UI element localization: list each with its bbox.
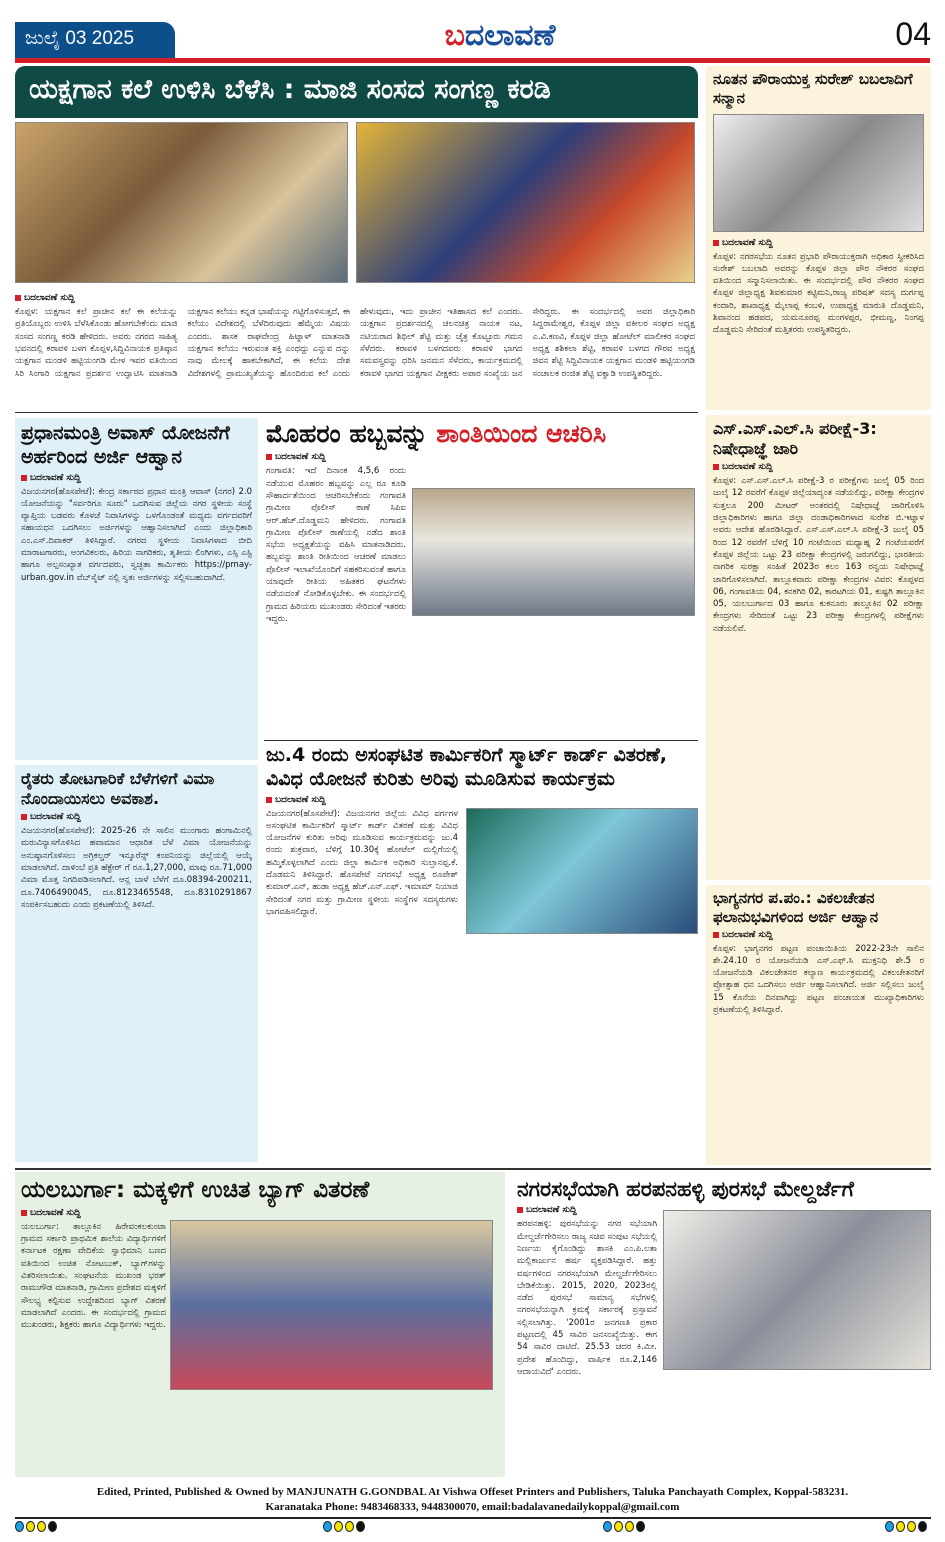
registration-marks	[603, 1521, 645, 1532]
harapanahalli-photo	[663, 1210, 931, 1370]
byline: ಬದಲಾವಣೆ ಸುದ್ದಿ	[713, 930, 924, 940]
imprint-line-2: Karanataka Phone: 9483468333, 9448300070, email:badalavanedailykoppal@gmail.com	[265, 1500, 680, 1513]
divider	[15, 412, 698, 413]
imprint	[0, 1485, 945, 1515]
article-smart-card	[266, 744, 698, 1162]
footer-rule	[15, 1517, 931, 1519]
byline: ಬದಲಾವಣೆ ಸುದ್ದಿ	[21, 1208, 499, 1218]
article-pmay	[15, 418, 258, 760]
pmay-headline: ಪ್ರಧಾನಮಂತ್ರಿ ಅವಾಸ್ ಯೋಜನೆಗೆ ಅರ್ಹರಿಂದ ಅರ್ಜಿ ಆಹ್ವಾನ	[21, 422, 230, 468]
pmay-body: ವಿಜಯನಗರ(ಹೊಸಪೇಟೆ): ಕೇಂದ್ರ ಸರ್ಕಾರದ ಪ್ರಧಾನ ಮಂತ್ರಿ ಆವಾಸ್ (ನಗರ) 2.0 ಯೋಜನೆಯನ್ನು "ಸರ್ವರಿಗೂ ಸೂರು" ಒದಗಿಸುವ ಜಿಲ್ಲೆಯ ನಗರ ಸ್ಥಳೀಯ ಸಂಸ್ಥೆ ವ್ಯಾಪ್ತಿಯ ಬಡವರು ಕೊಳಚೆ ನಿವಾಸಿಗಳನ್ನು ಒಳಗೊಂಡಂತೆ ಮಧ್ಯಮ ವರ್ಗದವರಿಗೆ ಸಹಾಯಧನ ಒದಗಿಸಲು ಅರ್ಜಿಗಳನ್ನು ಆಹ್ವಾನಿಸಲಾಗಿದೆ ಎಂದು ಜಿಲ್ಲಾಧಿಕಾರಿ ಎಂ.ಎಸ್.ದಿವಾಕರ್ ತಿಳಿಸಿದ್ದಾರೆ. ನಗರದ ಸ್ಥಳೀಯ ನಿವಾಸಿಗಳಾದ ಬೀದಿ ಮಾರಾಟಗಾರರು, ಅಂಗವಿಕಲರು, ಹಿರಿಯ ನಾಗರಿಕರು, ತೃತೀಯ ಲಿಂಗಿಗಳು, ಎಸ್ಸಿ ಎಸ್ಟಿ ಹಾಗೂ ಅಲ್ಪಸಂಖ್ಯಾತ ವರ್ಗದವರು, ಸ್ವಚ್ಛತಾ ಕಾರ್ಮಿಕರು https://pmay-urban.gov.in ವೆಬ್‌ಸೈಟ್ ನಲ್ಲಿ ಸ್ವತಃ ಅರ್ಜಿಗಳನ್ನು ಸಲ್ಲಿಸಬಹುದಾಗಿದೆ.	[21, 486, 252, 583]
bhagyanagar-body: ಕೊಪ್ಪಳ: ಭಾಗ್ಯನಗರ ಪಟ್ಟಣ ಪಂಚಾಯಿತಿಯ 2022-23ನೇ ಸಾಲಿನ ಶೇ.24.10 ರ ಯೋಜನೆಯಡಿ ಎಸ್.ಎಫ್.ಸಿ ಮುಕ್ತನಿಧಿ ಶೇ.5 ರ ಯೋಜನೆಯಡಿ ವಿಕಲಚೇತನರ ಕಲ್ಯಾಣ ಕಾರ್ಯಕ್ರಮದಲ್ಲಿ ವಿಕಲಚೇತನರಿಗೆ ಪ್ರೋತ್ಸಾಹ ಧನ ಒದಗಿಸಲು ಅರ್ಜಿ ಆಹ್ವಾನಿಸಲಾಗಿದೆ. ಅರ್ಜಿ ಸಲ್ಲಿಸಲು ಜುಲೈ 15 ಕೊನೆಯ ದಿನವಾಗಿದ್ದು ಪಟ್ಟಣ ಪಂಚಾಯತ ಮುಖ್ಯಾಧಿಕಾರಿಗಳು ಪ್ರಕಟಣೆಯಲ್ಲಿ ತಿಳಿಸಿದ್ದಾರೆ.	[713, 943, 924, 1016]
divider	[264, 740, 698, 741]
article-harapanahalli	[513, 1172, 931, 1477]
sslc-headline: ಎಸ್.ಎಸ್.ಎಲ್.ಸಿ ಪರೀಕ್ಷೆ-3: ನಿಷೇಧಾಜ್ಞೆ ಜಾರಿ	[713, 419, 877, 458]
issue-date: ಜುಲೈ 03 2025	[15, 22, 175, 58]
farmers-body: ವಿಜಯನಗರ(ಹೊಸಪೇಟೆ): 2025-26 ನೇ ಸಾಲಿನ ಮುಂಗಾರು ಹಂಗಾಮಿನಲ್ಲಿ ಮರುವಿನ್ಯಾಸಗೊಳಿಸಿದ ಹವಾಮಾನ ಆಧಾರಿತ ಬೆಳೆ ವಿಮಾ ಯೋಜನೆಯನ್ನು ಅನುಷ್ಠಾನಗೊಳಿಸಲು ಅಗ್ರಿಕಲ್ಚರ್ ಇನ್ಶೂರೆನ್ಸ್ ಕಂಪನಿಯನ್ನು ಜಿಲ್ಲೆಯಲ್ಲಿ ಆಯ್ಕೆ ಮಾಡಲಾಗಿದೆ. ದಾಳಿಂಬೆ ಪ್ರತಿ ಹೆಕ್ಟೇರ್ ಗೆ ರೂ.1,27,000, ಮಾವು ರೂ.71,000 ವಿಮಾ ಮೊತ್ತ ನಿಗದಿಪಡಿಸಲಾಗಿದೆ. ಆನ್ಲ ಬಾಳೆ ಬೆಳೆಗೆ ದೂ.08394-200211, ದೂ.7406490045, ದೂ.8123465548, ದೂ.8310291867 ಸಂಪರ್ಕಿಸಬಹುದು ಎಂದು ಪ್ರಕಟಣೆಯಲ್ಲಿ ತಿಳಿಸಿದೆ.	[21, 826, 252, 910]
registration-marks	[323, 1521, 365, 1532]
bhagyanagar-headline: ಭಾಗ್ಯನಗರ ಪ.ಪಂ.: ವಿಕಲಚೇತನ ಫಲಾನುಭವಿಗಳಿಂದ ಅರ್ಜಿ ಆಹ್ವಾನ	[713, 889, 879, 926]
byline: ಬದಲಾವಣೆ ಸುದ್ದಿ	[713, 238, 924, 248]
lead-article	[15, 290, 695, 408]
header-divider	[15, 58, 930, 63]
article-farmers-insurance	[15, 765, 258, 1162]
masthead-logo	[380, 18, 620, 53]
yalaburga-body: ಯಲಬುರ್ಗಾ: ತಾಲ್ಲೂಕಿನ ಹಿರೇವಂಕಲಕುಂಟಾ ಗ್ರಾಮದ ಸರ್ಕಾರಿ ಪ್ರಾಥಮಿಕ ಶಾಲೆಯ ವಿದ್ಯಾರ್ಥಿಗಳಿಗೆ ಕರ್ನಾಟಕ ರಕ್ಷಣಾ ವೇದಿಕೆಯ ಸ್ವಾಭಿಮಾನಿ ಬಣದ ವತಿಯಿಂದ ಉಚಿತ ನೋಟಬುಕ್, ಬ್ಯಾಗ್‌ಗಳನ್ನು ವಿತರಿಸಲಾಯಿತು. ಸಂಘಟನೆಯ ಮುಖಂಡ ಭರತ್ ರಾಮುಗೌಡ ಮಾತನಾಡಿ, ಗ್ರಾಮೀಣ ಪ್ರದೇಶದ ಮಕ್ಕಳಿಗೆ ಸೌಲಭ್ಯ ಕಲ್ಪಿಸುವ ಉದ್ದೇಶದಿಂದ ಬ್ಯಾಗ್ ವಿತರಣೆ ಮಾಡಲಾಗಿದೆ ಎಂದರು. ಈ ಸಂದರ್ಭದಲ್ಲಿ ಗ್ರಾಮದ ಮುಖಂಡರು, ಶಿಕ್ಷಕರು ಹಾಗೂ ವಿದ್ಯಾರ್ಥಿಗಳು ಇದ್ದರು.	[21, 1221, 166, 1331]
article-sslc	[706, 415, 931, 880]
lead-headline: ಯಕ್ಷಗಾನ ಕಲೆ ಉಳಿಸಿ ಬೆಳೆಸಿ : ಮಾಜಿ ಸಂಸದ ಸಂಗಣ್ಣ ಕರಡಿ	[15, 66, 698, 118]
byline: ಬದಲಾವಣೆ ಸುದ್ದಿ	[266, 452, 698, 462]
divider	[15, 1168, 931, 1170]
side-headline: ನೂತನ ಪೌರಾಯುಕ್ತ ಸುರೇಶ್ ಬಬಲಾದಿಗೆ ಸನ್ಮಾನ	[713, 70, 913, 107]
registration-marks	[885, 1521, 927, 1532]
imprint-line-1: Edited, Printed, Published & Owned by MANJUNATH G.GONDBAL At Vishwa Offeset Printers and Publishers, Taluka Panchayath Complex, Koppal-583231.	[96, 1486, 849, 1498]
byline: ಬದಲಾವಣೆ ಸುದ್ದಿ	[517, 1205, 927, 1215]
moharam-body: ಗಂಗಾವತಿ: ಇದೆ ದಿನಾಂಕ 4,5,6 ರಂದು ನಡೆಯುವ ಮೊಹರಂ ಹಬ್ಬವನ್ನು ಎಲ್ಲ ರೂ ಕೂಡಿ ಸೌಹಾರ್ದತೆಯಿಂದ ಆಚರಿಸಬೇಕೆಂದು ಗಂಗಾವತಿ ಗ್ರಾಮೀಣ ಪೊಲೀಸ್ ಠಾಣೆ ಸಿಪಿಐ ಆರ್.ಹೆಚ್.ದೊಡ್ಡಮನಿ ಹೇಳಿದರು. ಗಂಗಾವತಿ ಗ್ರಾಮೀಣ ಪೊಲೀಸ್ ಠಾಣೆಯಲ್ಲಿ ನಡೆದ ಶಾಂತಿ ಸಭೆಯ ಅಧ್ಯಕ್ಷತೆಯನ್ನು ವಹಿಸಿ ಮಾತನಾಡಿದರು. ಹಬ್ಬವನ್ನು ಶಾಂತಿ ರೀತಿಯಿಂದ ಆಚರಣೆ ಮಾಡಲು ಪೊಲೀಸ್ ಇಲಾಖೆಯೊಂದಿಗೆ ಸಹಕರಿಸುವಂತೆ ಹಾಗೂ ಯಾವುದೇ ರೀತಿಯ ಅಹಿತಕರ ಘಟನೆಗಳು ನಡೆಯದಂತೆ ನೋಡಿಕೊಳ್ಳಬೇಕು. ಈ ಸಂದರ್ಭದಲ್ಲಿ ಗ್ರಾಮದ ಹಿರಿಯರು ಮುಖಂಡರು ಸೇರಿದಂತೆ ಇತರರು ಇದ್ದರು.	[266, 466, 406, 624]
lead-photo-yakshagana	[356, 122, 695, 283]
smartcard-headline: ಜು.4 ರಂದು ಅಸಂಘಟಿತ ಕಾರ್ಮಿಕರಿಗೆ ಸ್ಮಾರ್ಟ್ ಕಾರ್ಡ್ ವಿತರಣೆ, ವಿವಿಧ ಯೋಜನೆ ಕುರಿತು ಅರಿವು ಮೂಡಿಸುವ ಕಾರ್ಯಕ್ರಮ	[266, 744, 667, 790]
smartcard-body: ವಿಜಯನಗರ(ಹೊಸಪೇಟೆ): ವಿಜಯನಗರ ಜಿಲ್ಲೆಯ ವಿವಿಧ ವರ್ಗಗಳ ಅಸಂಘಟಿತ ಕಾರ್ಮಿಕರಿಗೆ ಸ್ಮಾರ್ಟ್ ಕಾರ್ಡ್ ವಿತರಣೆ ಮತ್ತು ವಿವಿಧ ಯೋಜನೆಗಳ ಕುರಿತು ಅರಿವು ಮೂಡಿಸುವ ಕಾರ್ಯಕ್ರಮವನ್ನು ಜು.4 ರಂದು ಶುಕ್ರವಾರ, ಬೆಳಿಗ್ಗೆ 10.30ಕ್ಕೆ ಹೋಟೆಲ್ ಮಲ್ಲಿಗೆಯಲ್ಲಿ ಹಮ್ಮಿಕೊಳ್ಳಲಾಗಿದೆ ಎಂದು ಜಿಲ್ಲಾ ಕಾರ್ಮಿಕ ಅಧಿಕಾರಿ ಸುಲ್ತಾನಪ್ಪ.ಕೆ. ದೊಡಮನಿ ತಿಳಿಸಿದ್ದಾರೆ. ಹೊಸಪೇಟೆ ನಗರಸಭೆ ಅಧ್ಯಕ್ಷ ರೂಪೇಶ್ ಕುಮಾರ್.ಎನ್, ಹುಡಾ ಅಧ್ಯಕ್ಷ ಹೆಚ್.ಎನ್.ಎಫ್. ಇಮಾಮ್ ನಿಯಾಜಿ ಸೇರಿದಂತೆ ನಗರ ಮತ್ತು ಗ್ರಾಮೀಣ ಸ್ಥಳೀಯ ಸಂಸ್ಥೆಗಳ ಸದಸ್ಯರುಗಳು ಭಾಗವಹಿಸಲಿದ್ದಾರೆ.	[266, 808, 458, 917]
article-moharam	[266, 418, 698, 736]
smartcard-article-body	[266, 808, 698, 1138]
byline: ಬದಲಾವಣೆ ಸುದ್ದಿ	[713, 462, 924, 472]
side-photo	[713, 114, 924, 232]
masthead-rest: ದಲಾವಣೆ	[464, 18, 556, 53]
harapanahalli-headline: ನಗರಸಭೆಯಾಗಿ ಹರಪನಹಳ್ಳಿ ಪುರಸಭೆ ಮೇಲ್ದರ್ಜೆಗೆ	[517, 1177, 854, 1201]
article-bhagyanagar	[706, 885, 931, 1165]
side-body: ಕೊಪ್ಪಳ: ನಗರಸಭೆಯ ನೂತನ ಪ್ರಭಾರಿ ಪೌರಾಯುಕ್ತರಾಗಿ ಅಧಿಕಾರ ಸ್ವೀಕರಿಸಿದ ಸುರೇಶ್ ಬಬಲಾದಿ ಅವರನ್ನು ಕೊಪ್ಪಳ ಜಿಲ್ಲಾ ಪೌರ ನೌಕರರ ಸಂಘದ ವತಿಯಿಂದ ಸನ್ಮಾನಿಸಲಾಯಿತು. ಈ ಸಂದರ್ಭದಲ್ಲಿ ಪೌರ ನೌಕರರ ಸಂಘದ ಕೊಪ್ಪಳ ಜಿಲ್ಲಾಧ್ಯಕ್ಷ ಶಿವಕುಮಾರ ಕಟ್ಟಿಮನಿ,ರಾಜ್ಯ ಪರಿಷತ್ ಸದಸ್ಯ ದುರ್ಗಪ್ಪ ಕಂದಾರಿ, ಶಾಖಾಧ್ಯಕ್ಷ ಮೈಲಾಪ್ಪ ಕಂಬಳಿ, ಉಪಾಧ್ಯಕ್ಷ ಮಾರುತಿ ದೊಡ್ಡಮನಿ, ಶಿವಾನಂದ ಹಡಪದ, ಯಮನೂರಪ್ಪ ಮಂಗಳಪ್ಪರ, ಭೀಮಣ್ಣ, ನಿಂಗಪ್ಪ ದೊಡ್ಡಮನಿ ಸೇರಿದಂತೆ ಮತ್ತಿತರರು ಉಪಸ್ಥಿತರಿದ್ದರು.	[713, 251, 924, 336]
page-number: 04	[895, 16, 931, 52]
smart-card-photo	[466, 808, 698, 934]
moharam-photo	[412, 488, 695, 616]
sslc-body: ಕೊಪ್ಪಳ: ಎಸ್.ಎಸ್.ಎಲ್.ಸಿ ಪರೀಕ್ಷೆ-3 ರ ಪರೀಕ್ಷೆಗಳು ಜುಲೈ 05 ರಿಂದ ಜುಲೈ 12 ರವರೆಗೆ ಕೊಪ್ಪಳ ಜಿಲ್ಲೆಯಾದ್ಯಂತ ನಡೆಯಲಿದ್ದು, ಪರೀಕ್ಷಾ ಕೇಂದ್ರಗಳ ಸುತ್ತಲೂ 200 ಮೀಟರ್ ಅಂತರದಲ್ಲಿ ನಿಷೇಧಾಜ್ಞೆ ಜಾರಿಗೊಳಿಸಿ ಜಿಲ್ಲಾಧಿಕಾರಿಗಳು ಹಾಗೂ ಜಿಲ್ಲಾ ದಂಡಾಧಿಕಾರಿಗಳಾದ ಸುರೇಶ ಬಿ.ಇಟ್ನಾಳ ಅವರು ಆದೇಶ ಹೊರಡಿಸಿದ್ದಾರೆ. ಎಸ್.ಎಸ್.ಎಲ್.ಸಿ ಪರೀಕ್ಷೆ-3 ಜುಲೈ 05 ರಿಂದ 12 ರವರೆಗೆ ಬೆಳಿಗ್ಗೆ 10 ಗಂಟೆಯಿಂದ ಮಧ್ಯಾಹ್ನ 2 ಗಂಟೆಯವರೆಗೆ ಕೊಪ್ಪಳ ಜಿಲ್ಲೆಯ ಒಟ್ಟು 23 ಪರೀಕ್ಷಾ ಕೇಂದ್ರಗಳಲ್ಲಿ ಜರುಗಲಿದ್ದು, ಭಾರತೀಯ ನಾಗರಿಕ ಸುರಕ್ಷಾ ಸಂಹಿತೆ 2023ರ ಕಲಂ 163 ರನ್ವಯ ನಿಷೇಧಾಜ್ಞೆ ಜಾರಿಗೊಳಿಸಲಾಗಿದೆ. ತಾಲ್ಲೂಕವಾರು ಪರೀಕ್ಷಾ ಕೇಂದ್ರಗಳ ವಿವರ: ಕೊಪ್ಪಳದ 06, ಗಂಗಾವತಿಯ 04, ಕನಕಗಿರಿ 02, ಕಾರಟಗಿಯ 01, ಕುಷ್ಟಗಿ ತಾಲ್ಲೂಕಿನ 05, ಯಲಬುರ್ಗಾದ 03 ಹಾಗೂ ಕುಕನೂರು ತಾಲ್ಲೂಕಿನ 02 ಪರೀಕ್ಷಾ ಕೇಂದ್ರಗಳು ಸೇರಿದಂತೆ ಒಟ್ಟು 23 ಪರೀಕ್ಷಾ ಕೇಂದ್ರಗಳಲ್ಲಿ ಪರೀಕ್ಷೆಗಳು ನಡೆಯಲಿವೆ.	[713, 476, 924, 634]
yalaburga-headline: ಯಲಬುರ್ಗಾ: ಮಕ್ಕಳಿಗೆ ಉಚಿತ ಬ್ಯಾಗ್ ವಿತರಣೆ	[21, 1177, 370, 1203]
masthead-first-letter: ಬ	[444, 18, 465, 53]
farmers-headline: ರೈತರು ತೋಟಗಾರಿಕೆ ಬೆಳೆಗಳಿಗೆ ವಿಮಾ ನೊಂದಾಯಿಸಲು ಅವಕಾಶ.	[21, 769, 215, 808]
yalaburga-photo	[170, 1220, 493, 1390]
article-yalaburga	[15, 1172, 505, 1477]
byline: ಬದಲಾವಣೆ ಸುದ್ದಿ	[21, 812, 252, 822]
byline: ಬದಲಾವಣೆ ಸುದ್ದಿ	[15, 293, 695, 303]
registration-marks	[15, 1521, 57, 1532]
byline: ಬದಲಾವಣೆ ಸುದ್ದಿ	[266, 795, 698, 805]
harapanahalli-body: ಹರಪನಹಳ್ಳಿ: ಪುರಸಭೆಯನ್ನು ನಗರ ಸಭೆಯಾಗಿ ಮೇಲ್ದರ್ಜೆಗೇರಿಸಲು ರಾಜ್ಯ ಸಚಿವ ಸಂಪುಟ ಸಭೆಯಲ್ಲಿ ನಿರ್ಣಯ ಕೈಗೊಂಡಿದ್ದು ಶಾಸಕಿ ಎಂ.ಪಿ.ಲತಾ ಮಲ್ಲಿಕಾರ್ಜುನ ಹರ್ಷ ವ್ಯಕ್ತಪಡಿಸಿದ್ದಾರೆ. ಹತ್ತು ವರ್ಷಗಳಿಂದ ನಗರಸಭೆಯಾಗಿ ಮೇಲ್ದರ್ಜೆಗೇರಿಸಲು ಬೇಡಿಕೆಯಿತ್ತು. 2015, 2020, 2023ರಲ್ಲಿ ನಡೆದ ಪುರಸಭೆ ಸಾಮಾನ್ಯ ಸಭೆಗಳಲ್ಲಿ ನಗರಸಭೆಯನ್ನಾಗಿ ಕ್ರಮಕ್ಕೆ ಸರ್ಕಾರಕ್ಕೆ ಪ್ರಸ್ತಾವನೆ ಸಲ್ಲಿಸಲಾಗಿತ್ತು. '2001ರ ಜನಗಣತಿ ಪ್ರಕಾರ ಪಟ್ಟಣದಲ್ಲಿ 45 ಸಾವಿರ ಜನಸಂಖ್ಯೆಯಿತ್ತು. ಈಗ 54 ಸಾವಿರ ದಾಟಿದೆ. 25.53 ಚದರ ಕಿ.ಮೀ. ಪ್ರದೇಶ ಹೊಂದಿದ್ದು, ವಾರ್ಷಿಕ ರೂ.2,146 ಆದಾಯವಿದೆ' ಎಂದರು.	[517, 1219, 657, 1377]
lead-photo-felicitation	[15, 122, 348, 283]
side-article-felicitation	[706, 66, 931, 410]
moharam-headline: ಮೊಹರಂ ಹಬ್ಬವನ್ನು ಶಾಂತಿಯಿಂದ ಆಚರಿಸಿ	[266, 419, 607, 448]
lead-body: ಕೊಪ್ಪಳ: ಯಕ್ಷಗಾನ ಕಲೆ ಪ್ರಾಚೀನ ಕಲೆ ಈ ಕಲೆಯನ್ನು ಪ್ರತಿಯೊಬ್ಬರು ಉಳಿಸಿ ಬೆಳೆಸಿಕೊಂಡು ಹೋಗಬೇಕೆಂದು ಮಾಜಿ ಸಂಸದ ಸಂಗಣ್ಣ ಕರಡಿ ಹೇಳಿದರು. ಅವರು ನಗರದ ಸಾಹಿತ್ಯ ಭವನದಲ್ಲಿ ಕರಾವಳಿ ಬಳಗ ಕೊಪ್ಪಳ,ಸಿದ್ದಿವಿನಾಯಕ ಪ್ರತಿಷ್ಠಾನ ಯಕ್ಷಗಾನ ಮಂಡಳಿ ಹಟ್ಟಿಯಂಗಡಿ ಮೇಳ ಇವರ ವತಿಯಿಂದ ಸಿರಿ ಸಿಂಗಾರಿ ಯಕ್ಷಗಾನ ಪ್ರದರ್ಶನ ಉದ್ಘಾಟಿಸಿ ಮಾತನಾಡಿ ಯಕ್ಷಗಾನ ಕಲೆಯು ಕನ್ನಡ ಭಾಷೆಯನ್ನು ಗಟ್ಟಿಗೊಳಿಸುತ್ತದೆ, ಈ ಕಲೆಯು ವಿದೇಶದಲ್ಲಿ ಬೆಳೆದಿರುವುದು ಹೆಮ್ಮೆಯ ವಿಷಯ ಎಂದರು. ಶಾಸಕ ರಾಘವೇಂದ್ರ ಹಿಟ್ನಾಳ್ ಮಾತನಾಡಿ ಯಕ್ಷಗಾನ ಕಲೆಯು ಇರುವಂತ ಶಕ್ತಿ ಎಂಥದ್ದು ಎನ್ನುವ ದನ್ನು ನಾವು ಮೇಲಕ್ಕೆ ಹಾಕಬೇಕಾಗಿದೆ, ಈ ಕಲೆಯ ದೇಶ ವಿದೇಶಗಳಲ್ಲಿ ಪ್ರಾಮುಖ್ಯತೆಯನ್ನು ಹೊಂದಿರುವ ಕಲೆ ಎಂದು ಹೇಳುವುದು, ಇದು ಪ್ರಾಚೀನ ಇತಿಹಾಸದ ಕಲೆ ಎಂದರು. ಯಕ್ಷಗಾನ ಪ್ರದರ್ಶನದಲ್ಲಿ ಚಲನಚಿತ್ರ ನಾಯಕ ನಟ, ನಟಿಯರಾದ ಶಿಥಿಲ್ ಶೆಟ್ಟಿ ಮತ್ತು ಚೈತ್ರ ಕೊಟ್ಟೂರು ಗಮನ ಸೆಳೆದರು. ಕರಾವಳಿ ಬಳಗದವರು ಕರಾವಳಿ ಭಾಗದ ಸಮವಸ್ತ್ರವನ್ನು ಧರಿಸಿ ಜನಮನ ಸೆಳೆದರು, ಕಾರ್ಯಕ್ರಮದಲ್ಲಿ ಕರಾವಳಿ ಭಾಗದ ಯಕ್ಷಗಾನ ವೀಕ್ಷಕರು ಅಪಾರ ಸಂಖ್ಯೆಯ ಜನ ಸೇರಿದ್ದರು. ಈ ಸಂದರ್ಭದಲ್ಲಿ ಅವರ ಜಿಲ್ಲಾಧಿಕಾರಿ ಸಿದ್ದರಾಮೇಶ್ವರ, ಕೊಪ್ಪಳ ಜಿಲ್ಲಾ ವಕೀಲರ ಸಂಘದ ಅಧ್ಯಕ್ಷ ಎ.ವಿ.ಕಣವಿ, ಕೊಪ್ಪಳ ಜಿಲ್ಲಾ ಹೋಟೆಲ್ ಮಾಲೀಕರ ಸಂಘದ ಅಧ್ಯಕ್ಷ ಶಶಿಕಲಾ ಶೆಟ್ಟಿ, ಕರಾವಳಿ ಬಳಗದ ಗೌರವ ಅಧ್ಯಕ್ಷ ಜಿವನ ಶೆಟ್ಟಿ ಸಿದ್ದಿವಿನಾಯಕ ಯಕ್ಷಗಾನ ಮಂಡಳಿ ಹಟ್ಟಿಯಂಗಡಿ ಸಂಚಾಲಕ ರಂಜಿತ ಶೆಟ್ಟಿ ವಕ್ವಾಡಿ ಉಪಸ್ಥಿತರಿದ್ದರು.	[15, 307, 695, 379]
byline: ಬದಲಾವಣೆ ಸುದ್ದಿ	[21, 473, 252, 483]
